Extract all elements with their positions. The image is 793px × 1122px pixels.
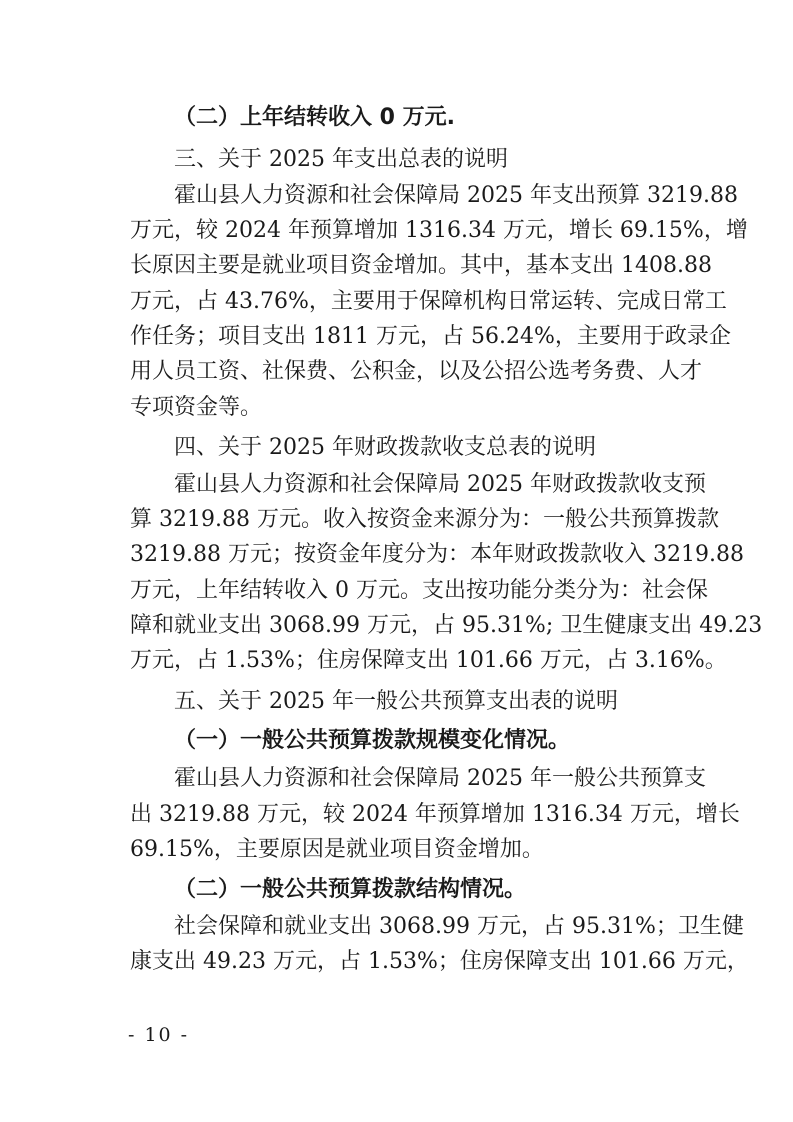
- paragraph-line: 万元，占 43.76%，主要用于保障机构日常运转、完成日常工: [130, 289, 727, 314]
- paragraph-line: 万元，上年结转收入 0 万元。支出按功能分类分为：社会保: [130, 578, 708, 603]
- paragraph-line: 69.15%，主要原因是就业项目资金增加。: [130, 837, 544, 862]
- paragraph-line: 专项资金等。: [130, 395, 263, 420]
- paragraph-line: 霍山县人力资源和社会保障局 2025 年支出预算 3219.88: [174, 183, 738, 208]
- paragraph-line: 社会保障和就业支出 3068.99 万元，占 95.31%；卫生健: [174, 914, 744, 939]
- paragraph-line: 障和就业支出 3068.99 万元，占 95.31%; 卫生健康支出 49.23: [130, 613, 763, 638]
- paragraph-line: 出 3219.88 万元，较 2024 年预算增加 1316.34 万元，增长: [130, 802, 740, 827]
- page-number: - 10 -: [128, 1024, 190, 1046]
- paragraph-line: 作任务；项目支出 1811 万元，占 56.24%，主要用于政录企: [130, 324, 731, 349]
- paragraph-line: 算 3219.88 万元。收入按资金来源分为：一般公共预算拨款: [130, 507, 719, 532]
- paragraph-line: 万元，较 2024 年预算增加 1316.34 万元，增长 69.15%，增: [130, 218, 748, 243]
- paragraph-line: 3219.88 万元；按资金年度分为：本年财政拨款收入 3219.88: [130, 542, 744, 567]
- paragraph-line: 长原因主要是就业项目资金增加。其中，基本支出 1408.88: [130, 253, 712, 278]
- section-3-heading: 三、关于 2025 年支出总表的说明: [174, 147, 508, 172]
- paragraph-line: 霍山县人力资源和社会保障局 2025 年财政拨款收支预: [174, 472, 706, 497]
- paragraph-line: 用人员工资、社保费、公积金，以及公招公选考务费、人才: [130, 359, 703, 384]
- paragraph-line: 万元，占 1.53%；住房保障支出 101.66 万元，占 3.16%。: [130, 648, 727, 673]
- section-4-heading: 四、关于 2025 年财政拨款收支总表的说明: [174, 435, 596, 460]
- section-5-heading: 五、关于 2025 年一般公共预算支出表的说明: [174, 689, 618, 714]
- paragraph-line: 霍山县人力资源和社会保障局 2025 年一般公共预算支: [174, 766, 706, 791]
- paragraph-line: 康支出 49.23 万元，占 1.53%；住房保障支出 101.66 万元，: [130, 949, 749, 974]
- subheading-scale-change: （一）一般公共预算拨款规模变化情况。: [174, 728, 571, 753]
- section-two-subheading-carryover: （二）上年结转收入 0 万元.: [174, 105, 455, 130]
- subheading-structure: （二）一般公共预算拨款结构情况。: [174, 877, 527, 902]
